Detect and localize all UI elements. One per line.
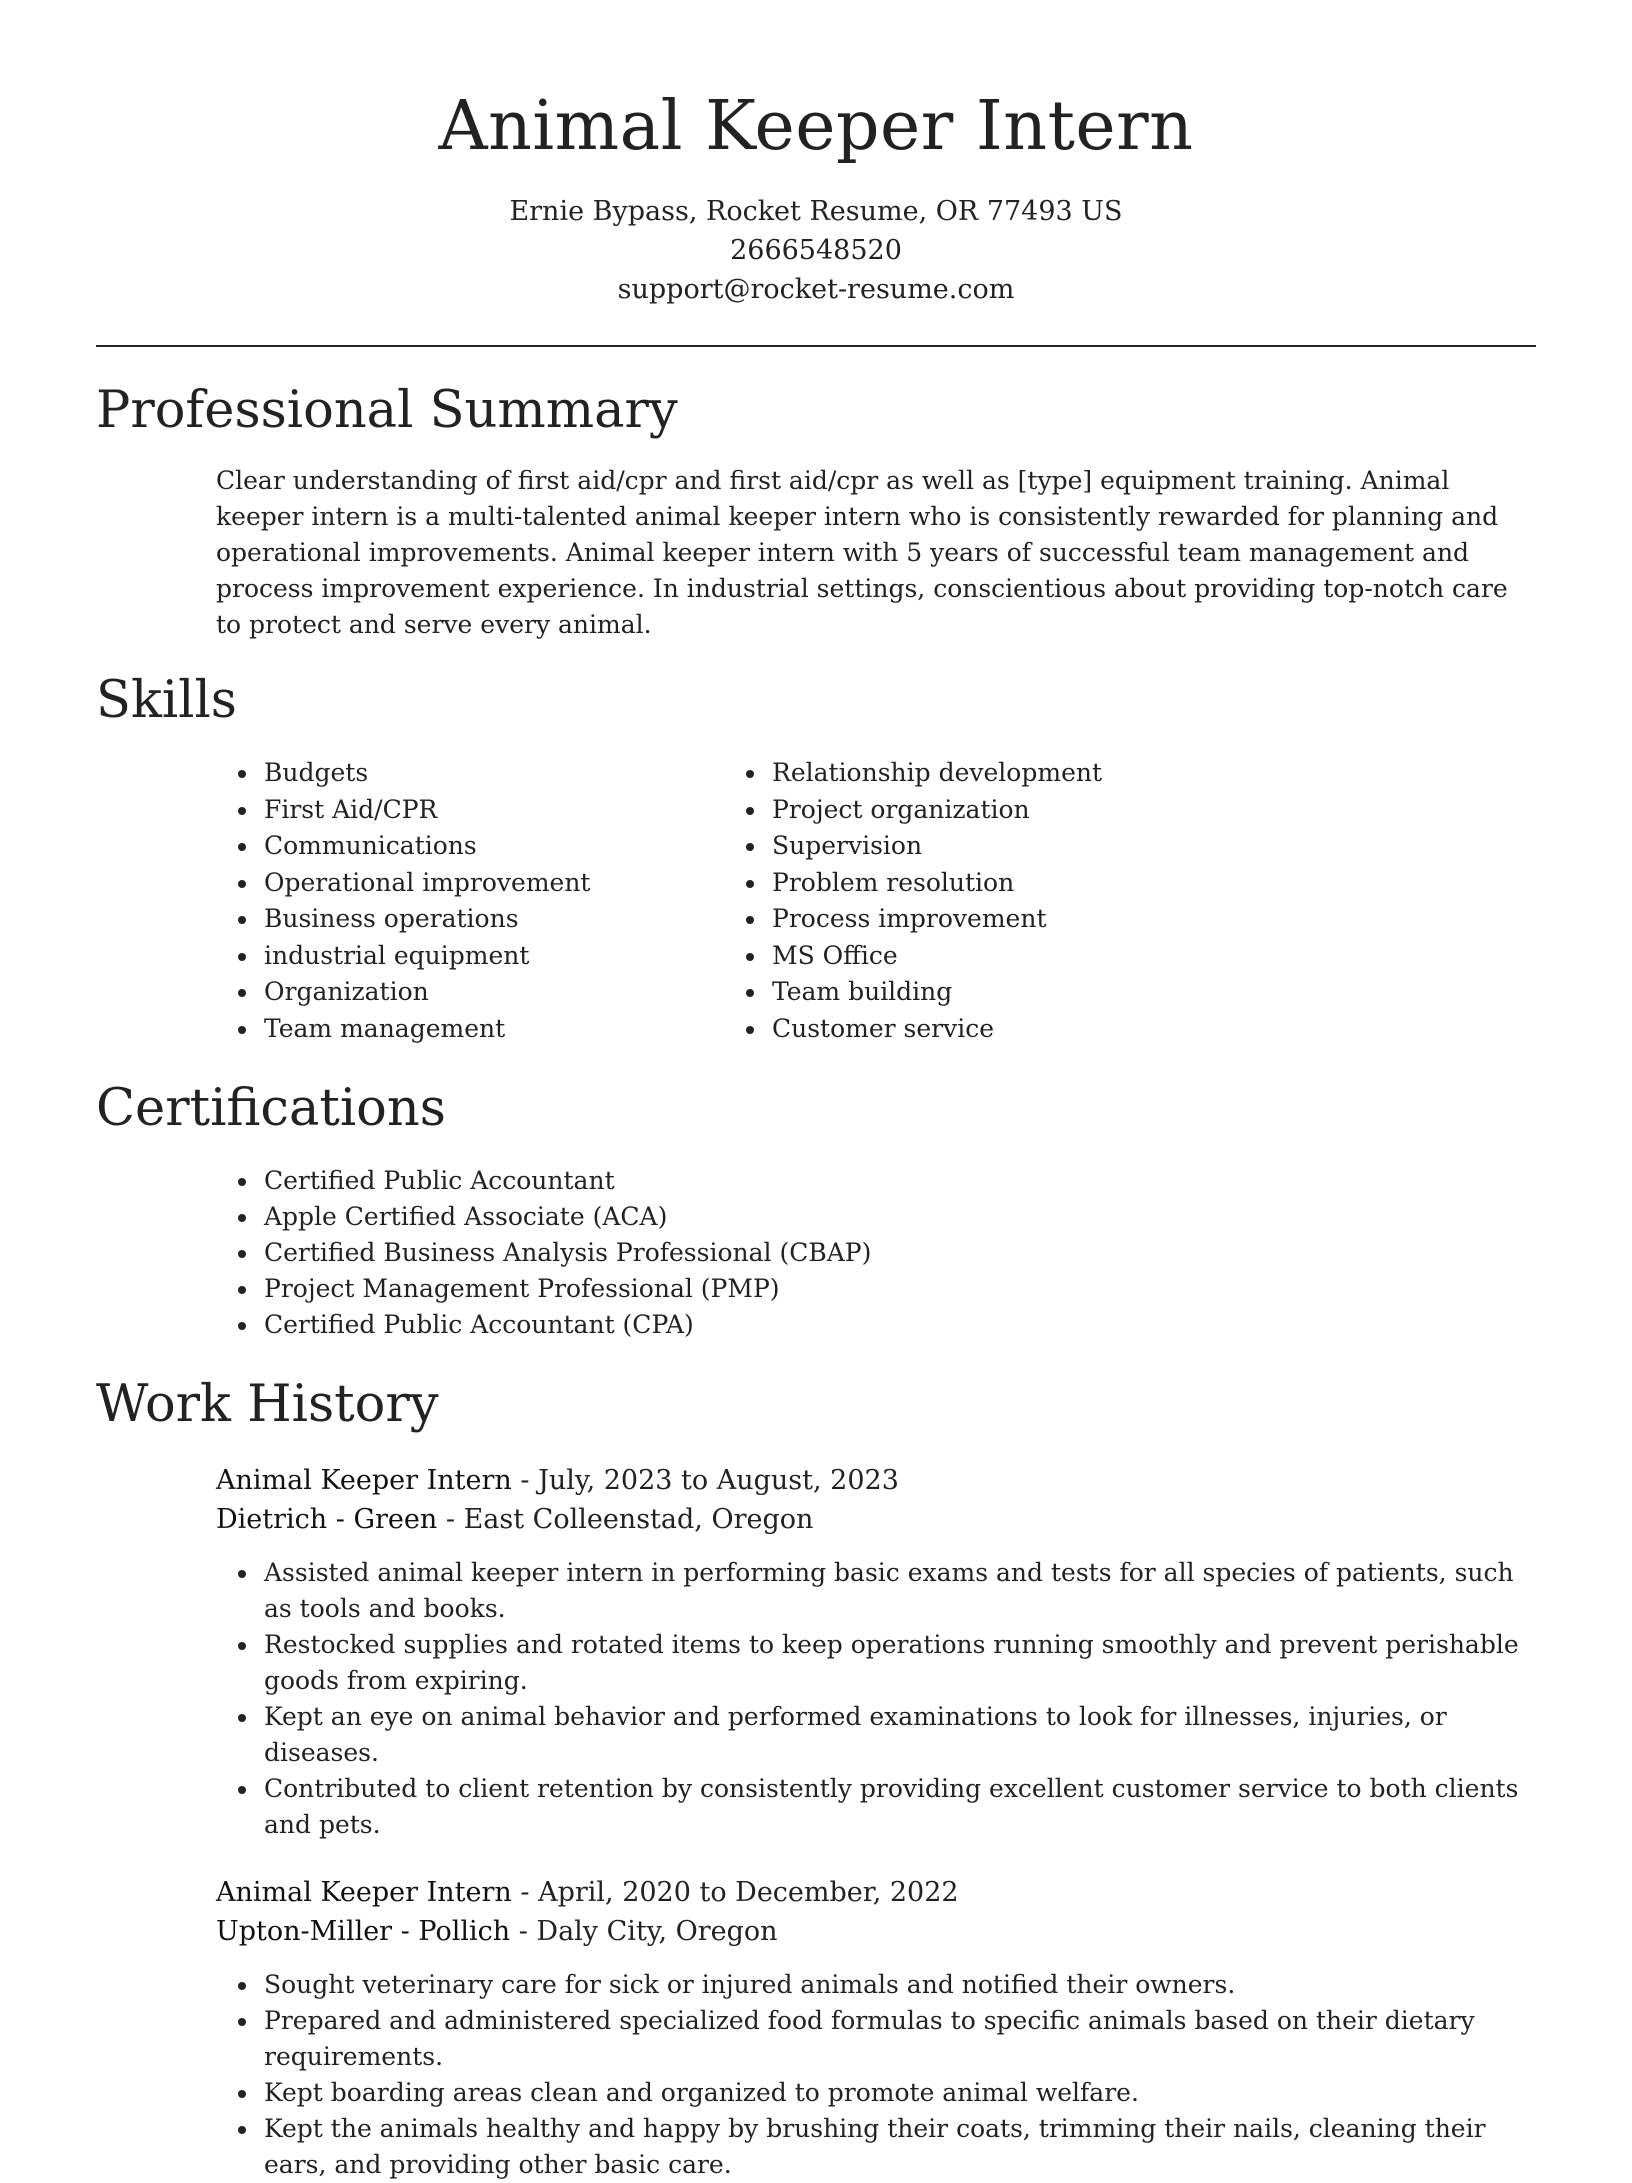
job-bullet: • Kept an eye on animal behavior and performed examinations to look for illnesses, injuries, or diseases. <box>260 1699 1536 1771</box>
skill-item: • MS Office <box>768 938 1102 975</box>
job-title-line <box>216 1873 1536 1912</box>
skill-item: • Team management <box>260 1011 746 1048</box>
job-company: Upton-Miller - Pollich <box>216 1916 511 1947</box>
certification-item: • Certified Public Accountant (CPA) <box>260 1307 1536 1343</box>
job-bullet: • Restocked supplies and rotated items to keep operations running smoothly and prevent perishable goods from expiring. <box>260 1627 1536 1699</box>
header-divider <box>96 345 1536 347</box>
summary-heading: Professional Summary <box>96 381 678 440</box>
job-bullet: • Kept boarding areas clean and organized to promote animal welfare. <box>260 2075 1536 2111</box>
skill-item: • Relationship development <box>768 755 1102 792</box>
certification-item: • Project Management Professional (PMP) <box>260 1271 1536 1307</box>
skills-section <box>96 669 1536 1047</box>
skills-heading: Skills <box>96 671 237 730</box>
job-bullets <box>216 1555 1536 1843</box>
skill-item: • Team building <box>768 974 1102 1011</box>
skill-item: • industrial equipment <box>260 938 746 975</box>
candidate-name: Animal Keeper Intern <box>438 87 1194 166</box>
skill-item: • Process improvement <box>768 901 1102 938</box>
skills-right-column <box>746 755 1102 1047</box>
summary-text: Clear understanding of first aid/cpr and first aid/cpr as well as [type] equipment training. Animal keeper intern is a multi-talented animal keeper intern who is consistently rewarded for planning and operational improvements. Animal keeper intern with 5 years of successful team management and process improvement experience. In industrial settings, conscientious about providing top-notch care to protect and serve every animal. <box>216 466 1508 639</box>
job-dates: - July, 2023 to August, 2023 <box>511 1465 899 1496</box>
job-entry <box>216 1873 1536 2183</box>
contact-info <box>96 192 1536 309</box>
job-bullet: • Kept the animals healthy and happy by brushing their coats, trimming their nails, cleaning their ears, and providing other basic care. <box>260 2111 1536 2183</box>
resume-header <box>96 0 1536 309</box>
skill-item: • Budgets <box>260 755 746 792</box>
job-bullets <box>216 1967 1536 2183</box>
certifications-list <box>96 1163 1536 1343</box>
job-entry <box>216 1461 1536 1843</box>
summary-section <box>96 379 1536 643</box>
certification-item: • Apple Certified Associate (ACA) <box>260 1199 1536 1235</box>
certifications-heading: Certifications <box>96 1079 446 1138</box>
contact-email: support@rocket-resume.com <box>617 274 1015 305</box>
job-location: - Daly City, Oregon <box>510 1916 778 1947</box>
job-bullet: • Prepared and administered specialized food formulas to specific animals based on their dietary requirements. <box>260 2003 1536 2075</box>
skill-item: • Project organization <box>768 792 1102 829</box>
job-title: Animal Keeper Intern <box>216 1877 512 1908</box>
job-dates: - April, 2020 to December, 2022 <box>511 1877 959 1908</box>
job-bullet: • Sought veterinary care for sick or injured animals and notified their owners. <box>260 1967 1536 2003</box>
skills-columns <box>96 755 1536 1047</box>
certification-item: • Certified Public Accountant <box>260 1163 1536 1199</box>
work-history-heading: Work History <box>96 1375 439 1434</box>
skill-item: • Communications <box>260 828 746 865</box>
skill-item: • Organization <box>260 974 746 1011</box>
job-company-line <box>216 1500 1536 1539</box>
certifications-section <box>96 1077 1536 1343</box>
contact-phone: 2666548520 <box>730 235 902 266</box>
job-title-line <box>216 1461 1536 1500</box>
certification-item: • Certified Business Analysis Professional (CBAP) <box>260 1235 1536 1271</box>
skill-item: • First Aid/CPR <box>260 792 746 829</box>
skill-item: • Business operations <box>260 901 746 938</box>
contact-address: Ernie Bypass, Rocket Resume, OR 77493 US <box>509 196 1123 227</box>
job-title: Animal Keeper Intern <box>216 1465 512 1496</box>
work-history-section <box>96 1373 1536 2183</box>
job-company: Dietrich - Green <box>216 1504 438 1535</box>
job-location: - East Colleenstad, Oregon <box>437 1504 814 1535</box>
job-bullet: • Contributed to client retention by consistently providing excellent customer service to both clients and pets. <box>260 1771 1536 1843</box>
job-company-line <box>216 1912 1536 1951</box>
skill-item: • Supervision <box>768 828 1102 865</box>
job-bullet: • Assisted animal keeper intern in performing basic exams and tests for all species of patients, such as tools and books. <box>260 1555 1536 1627</box>
skill-item: • Problem resolution <box>768 865 1102 902</box>
skill-item: • Operational improvement <box>260 865 746 902</box>
skill-item: • Customer service <box>768 1011 1102 1048</box>
skills-left-column <box>96 755 746 1047</box>
